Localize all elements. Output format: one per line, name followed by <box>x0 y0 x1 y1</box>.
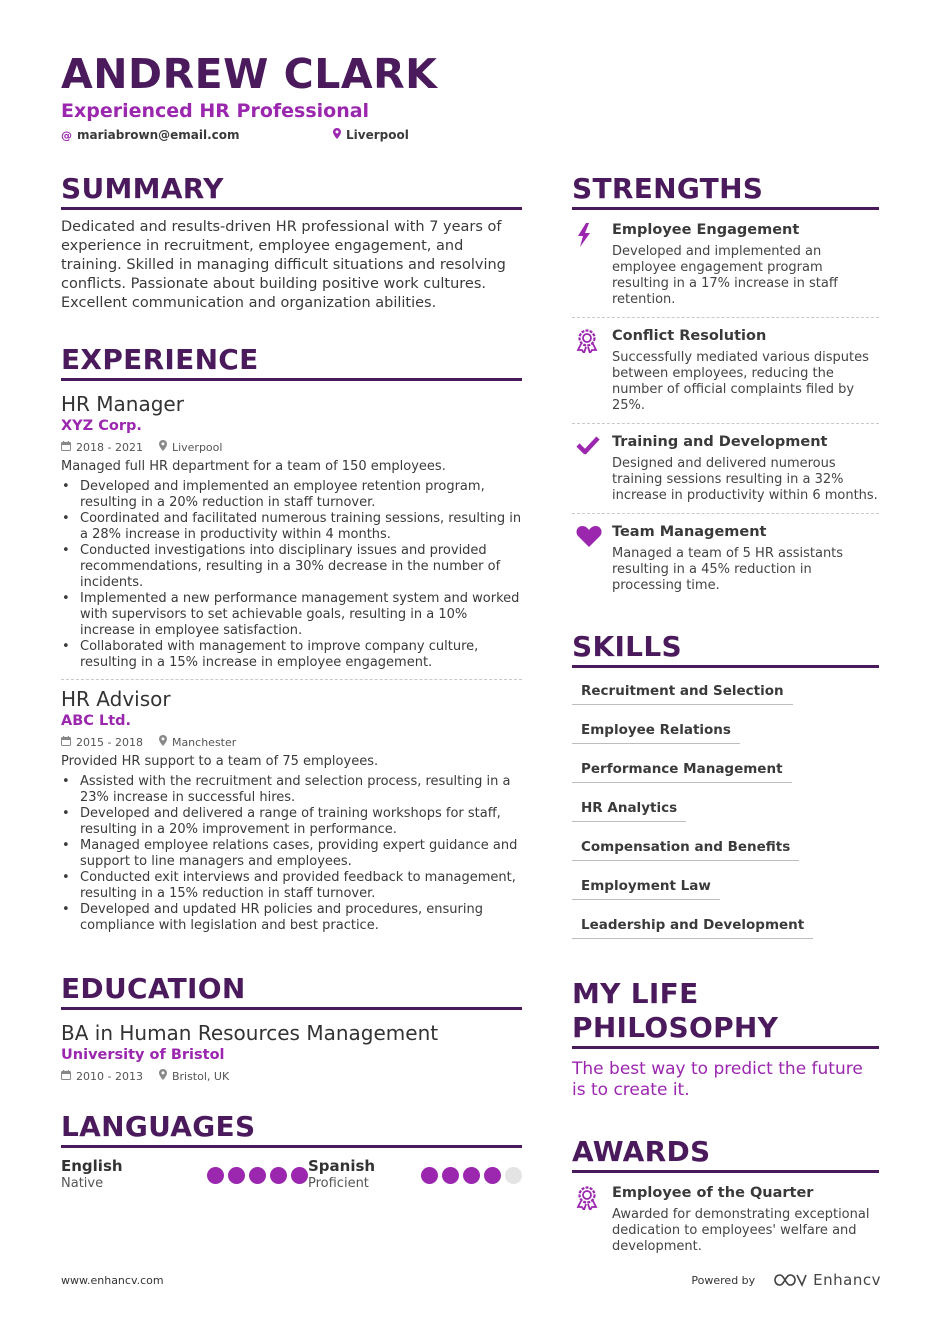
skill-tag: Compensation and Benefits <box>572 839 799 861</box>
language-level: Native <box>61 1176 104 1191</box>
left-column <box>61 172 522 1191</box>
job-bullet: • Coordinated and facilitated numerous training sessions, resulting in a 28% increase in productivity within 4 months. <box>61 511 522 543</box>
education-location-text: Bristol, UK <box>171 1069 230 1083</box>
email-text: mariabrown@email.com <box>77 128 240 142</box>
heart-icon <box>572 524 612 594</box>
lightning-icon <box>572 222 612 308</box>
enhancv-logo[interactable] <box>773 1271 881 1289</box>
contact-location <box>333 128 409 142</box>
summary-heading: SUMMARY <box>61 172 522 210</box>
job-bullet: • Developed and implemented an employee retention program, resulting in a 20% reduction in staff turnover. <box>61 479 522 511</box>
strength-title: Training and Development <box>612 434 828 450</box>
job-role: HR Manager <box>61 392 184 416</box>
job-bullet: • Conducted exit interviews and provided feedback to management, resulting in a 15% reduction in staff turnover. <box>61 870 522 902</box>
language-rating <box>207 1167 308 1184</box>
philosophy-quote: The best way to predict the future is to create it. <box>572 1059 863 1100</box>
calendar-icon <box>61 736 71 749</box>
powered-by <box>691 1271 881 1289</box>
education-heading: EDUCATION <box>61 972 522 1010</box>
education-location <box>159 1069 229 1083</box>
rating-dot-filled <box>442 1167 459 1184</box>
rating-dot-filled <box>291 1167 308 1184</box>
resume-header <box>61 52 881 142</box>
job-meta <box>61 735 522 749</box>
job-dates <box>61 441 143 454</box>
language-name: Spanish <box>308 1157 376 1175</box>
job-bullet: • Implemented a new performance management system and worked with supervisors to set achievable goals, resulting in a 10% increase in employee satisfaction. <box>61 591 522 639</box>
calendar-icon <box>61 1070 71 1083</box>
skill-tag: HR Analytics <box>572 800 686 822</box>
strengths-list <box>572 212 879 603</box>
experience-entry <box>61 391 522 671</box>
language-name: English <box>61 1157 123 1175</box>
enhancv-brand-text: Enhancv <box>813 1271 881 1289</box>
skill-tag: Employee Relations <box>572 722 740 744</box>
rating-dot-filled <box>484 1167 501 1184</box>
skill-tag: Performance Management <box>572 761 792 783</box>
skills-list <box>572 680 879 953</box>
page-footer <box>61 1271 881 1289</box>
job-dates-text: 2018 - 2021 <box>76 440 143 454</box>
job-bullets <box>61 774 522 934</box>
language-level: Proficient <box>308 1176 369 1191</box>
job-location <box>159 440 222 454</box>
rating-dot-filled <box>463 1167 480 1184</box>
job-location-text: Manchester <box>171 735 237 749</box>
education-school: University of Bristol <box>61 1047 225 1063</box>
strength-text: Developed and implemented an employee engagement program resulting in a 17% increase in staff retention. <box>612 244 838 307</box>
job-bullet: • Managed employee relations cases, providing expert guidance and support to line managers and employees. <box>61 838 522 870</box>
calendar-icon <box>61 441 71 454</box>
location-pin-icon <box>159 440 167 454</box>
strength-text: Designed and delivered numerous training sessions resulting in a 32% increase in productivity within 6 months. <box>612 456 878 503</box>
rating-dot-filled <box>207 1167 224 1184</box>
skills-heading: SKILLS <box>572 630 879 668</box>
contact-info <box>61 128 881 142</box>
award-item <box>572 1175 879 1264</box>
rating-dot-empty <box>505 1167 522 1184</box>
experience-heading: EXPERIENCE <box>61 343 522 381</box>
education-dates-text: 2010 - 2013 <box>76 1069 143 1083</box>
job-bullet: • Developed and updated HR policies and procedures, ensuring compliance with legislation and best practice. <box>61 902 522 934</box>
award-ribbon-icon <box>572 328 612 414</box>
award-ribbon-icon <box>572 1185 612 1255</box>
philosophy-heading: MY LIFE PHILOSOPHY <box>572 977 879 1049</box>
powered-by-label: Powered by <box>691 1273 756 1287</box>
education-meta <box>61 1069 522 1083</box>
strength-title: Employee Engagement <box>612 222 800 238</box>
education-entry <box>61 1020 522 1083</box>
location-pin-icon <box>159 735 167 749</box>
strength-item <box>572 514 879 603</box>
job-bullets <box>61 479 522 671</box>
language-rating <box>421 1167 522 1184</box>
job-description: Provided HR support to a team of 75 employees. <box>61 754 379 769</box>
skill-tag: Leadership and Development <box>572 917 813 939</box>
awards-heading: AWARDS <box>572 1135 879 1173</box>
job-company: XYZ Corp. <box>61 418 142 434</box>
job-bullet: • Developed and delivered a range of training workshops for staff, resulting in a 20% improvement in performance. <box>61 806 522 838</box>
job-company: ABC Ltd. <box>61 713 132 729</box>
skill-tag: Employment Law <box>572 878 720 900</box>
footer-website-link[interactable]: www.enhancv.com <box>61 1273 164 1287</box>
strength-text: Managed a team of 5 HR assistants resulting in a 45% reduction in processing time. <box>612 546 844 593</box>
job-dates-text: 2015 - 2018 <box>76 735 143 749</box>
job-bullet: • Conducted investigations into disciplinary issues and provided recommendations, resulting in a 30% decrease in the number of incidents. <box>61 543 522 591</box>
strength-text: Successfully mediated various disputes between employees, reducing the number of official complaints filed by 25%. <box>612 350 869 413</box>
contact-email[interactable] <box>61 128 333 142</box>
at-sign-icon: @ <box>61 128 72 142</box>
award-text: Awarded for demonstrating exceptional dedication to employees' welfare and development. <box>612 1207 870 1254</box>
strength-item <box>572 212 879 318</box>
rating-dot-filled <box>249 1167 266 1184</box>
checkmark-icon <box>572 434 612 504</box>
candidate-name: ANDREW CLARK <box>61 50 438 98</box>
job-description: Managed full HR department for a team of 150 employees. <box>61 459 446 474</box>
skill-tag: Recruitment and Selection <box>572 683 793 705</box>
job-location-text: Liverpool <box>171 440 223 454</box>
job-role: HR Advisor <box>61 687 171 711</box>
experience-entry <box>61 686 522 934</box>
job-bullet: • Assisted with the recruitment and selection process, resulting in a 23% increase in successful hires. <box>61 774 522 806</box>
strengths-heading: STRENGTHS <box>572 172 879 210</box>
enhancv-logo-icon <box>773 1272 807 1288</box>
award-title: Employee of the Quarter <box>612 1185 814 1201</box>
language-item <box>308 1157 522 1191</box>
summary-text: Dedicated and results-driven HR professional with 7 years of experience in recruitment, employee engagement, and training. Skilled in managing difficult situations and resolving conflicts. Passionate about building positive work cultures. Excellent communication and organization abilities. <box>61 219 506 311</box>
education-degree: BA in Human Resources Management <box>61 1021 439 1045</box>
strength-title: Conflict Resolution <box>612 328 767 344</box>
language-item <box>61 1157 308 1191</box>
rating-dot-filled <box>421 1167 438 1184</box>
strength-item <box>572 424 879 514</box>
right-column <box>572 172 879 1264</box>
location-pin-icon <box>333 128 341 142</box>
candidate-headline: Experienced HR Professional <box>61 100 370 122</box>
languages-heading: LANGUAGES <box>61 1110 522 1148</box>
location-pin-icon <box>159 1069 167 1083</box>
job-dates <box>61 736 143 749</box>
job-bullet: • Collaborated with management to improve company culture, resulting in a 15% increase in employee engagement. <box>61 639 522 671</box>
rating-dot-filled <box>228 1167 245 1184</box>
awards-list <box>572 1175 879 1264</box>
job-meta <box>61 440 522 454</box>
languages-list <box>61 1157 522 1191</box>
entry-divider <box>61 679 522 680</box>
strength-item <box>572 318 879 424</box>
strength-title: Team Management <box>612 524 767 540</box>
education-dates <box>61 1070 143 1083</box>
rating-dot-filled <box>270 1167 287 1184</box>
location-text: Liverpool <box>346 128 409 142</box>
job-location <box>159 735 236 749</box>
